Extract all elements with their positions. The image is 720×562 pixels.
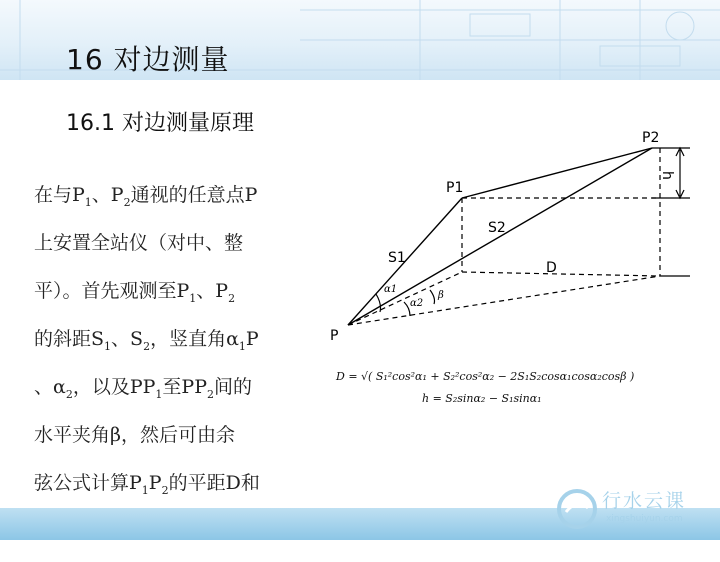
body-line	[34, 322, 334, 370]
section-title: 16.1 对边测量原理	[66, 111, 254, 136]
subscript: 1	[155, 387, 163, 401]
label-s1: S1	[388, 250, 406, 266]
subscript: 2	[143, 339, 151, 353]
label-s2: S2	[488, 220, 506, 236]
text-segment: 弦公式计算P	[34, 472, 142, 494]
text-segment: 平）。首先观测至P	[34, 280, 190, 302]
text-segment: 通视的任意点P	[130, 184, 258, 206]
subscript: 2	[207, 387, 214, 401]
text-segment: 至PP	[162, 376, 207, 398]
body-line	[34, 466, 334, 514]
formula-block	[334, 368, 656, 412]
body-line	[34, 418, 334, 466]
line-p1-p2	[462, 148, 652, 198]
page-title: 16 对边测量	[66, 43, 230, 76]
formula-d: D = √( S₁²cos²α₁ + S₂²cos²α₂ − 2S₁S₂cosα₁cosα₂cosβ )	[336, 370, 635, 383]
watermark	[554, 484, 714, 536]
text-segment: 在与P	[34, 184, 85, 206]
formula-h: h = S₂sinα₂ − S₁sinα₁	[422, 392, 542, 405]
subscript: 1	[238, 339, 246, 353]
text-segment: P	[148, 472, 162, 494]
subscript: 1	[141, 483, 149, 497]
label-p: P	[330, 328, 339, 344]
subscript: 1	[104, 339, 112, 353]
subscript: 2	[228, 291, 236, 305]
text-segment: 、α	[34, 376, 66, 398]
line-s2	[348, 148, 652, 325]
text-segment: P	[245, 328, 259, 350]
alpha1-arc	[376, 294, 381, 312]
text-segment: 上安置全站仪（对中、整	[34, 232, 244, 254]
body-line	[34, 226, 334, 274]
text-segment: 、P	[196, 280, 229, 302]
text-segment: 的斜距S	[34, 328, 105, 350]
watermark-logo-icon	[554, 486, 600, 532]
label-alpha1: α1	[384, 284, 398, 295]
label-p1: P1	[446, 180, 464, 196]
body-line	[34, 370, 334, 418]
subscript: 1	[84, 195, 92, 209]
text-segment: 水平夹角β，然后可由余	[34, 424, 235, 446]
text-segment: 、P	[91, 184, 124, 206]
text-segment: ，竖直角α	[150, 328, 239, 350]
text-segment: 、S	[111, 328, 144, 350]
watermark-text: 行水云课	[602, 490, 687, 512]
label-beta: β	[438, 290, 444, 301]
body-line	[34, 178, 334, 226]
text-segment: ，以及PP	[72, 376, 156, 398]
label-h: h	[659, 171, 675, 180]
subscript: 2	[123, 195, 131, 209]
label-p2: P2	[642, 130, 660, 146]
subscript: 1	[189, 291, 197, 305]
measurement-diagram	[330, 126, 700, 366]
text-segment: 的平距D和	[168, 472, 260, 494]
label-d: D	[546, 260, 557, 276]
line-d	[462, 272, 660, 276]
text-segment: 间的	[214, 376, 253, 398]
watermark-url: xingshuiyun.com	[606, 514, 683, 524]
beta-arc	[430, 290, 435, 304]
horizontal-to-p1	[348, 272, 462, 325]
subscript: 2	[65, 387, 73, 401]
subscript: 2	[161, 483, 169, 497]
body-line	[34, 274, 334, 322]
body-paragraph	[34, 178, 334, 562]
label-alpha2: α2	[410, 298, 424, 309]
